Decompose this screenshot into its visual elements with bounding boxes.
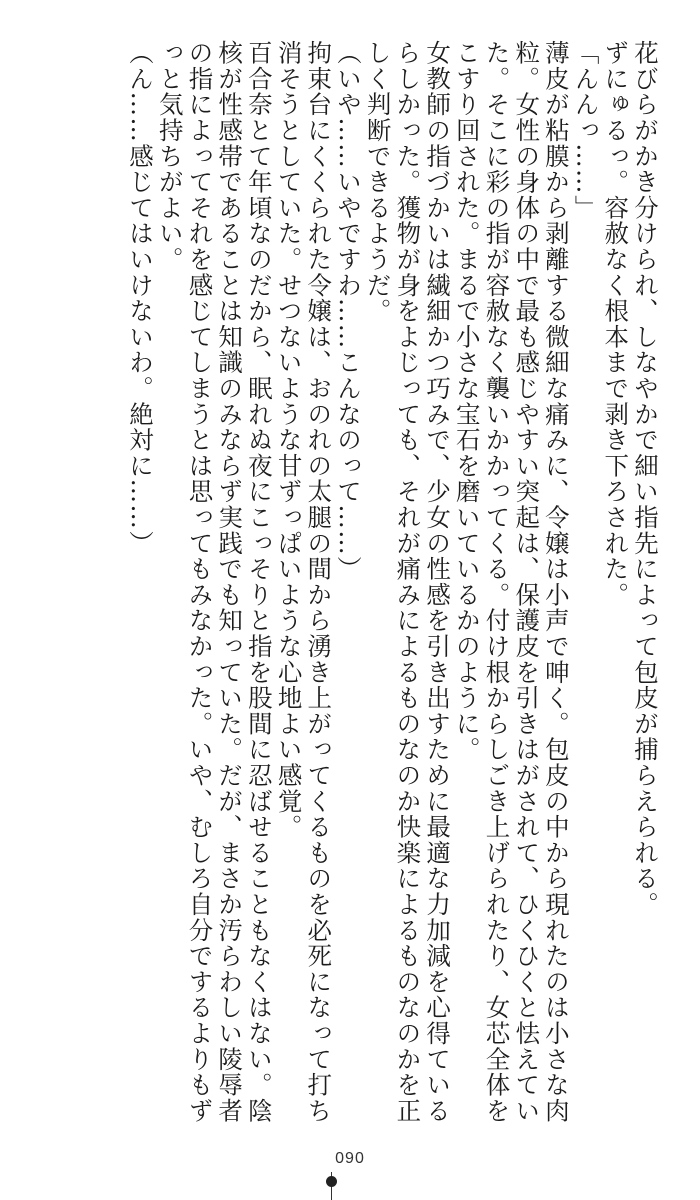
vertical-text-body	[20, 40, 660, 1130]
page-number: 090	[335, 1150, 365, 1167]
inner-monologue: （ん……感じてはいけないわ。絶対に……）	[126, 40, 156, 556]
paragraph: 拘束台にくくられた令嬢は、おのれの太腿の間から湧き上がってくるものを必死になって打ち消そうとしていた。せつないような甘ずっぱいような心地よい感覚。	[274, 40, 334, 1124]
paragraph: ずにゅるっ。容赦なく根本まで剥き下ろされた。	[601, 40, 631, 608]
paragraph: 百合奈とて年頃なのだから、眠れぬ夜にこっそりと指を股間に忍ばせることもなくはない。陰核が性感帯であることは知識のみならず実践でも知っていた。だが、まさか汚らわしい陵辱者の指によってそれを感じてしまうとは思ってもみなかった。いや、むしろ自分でするよりもずっと気持ちがよい。	[155, 40, 274, 1124]
folio-dot-icon	[326, 1176, 337, 1187]
inner-monologue: （いや……いやですわ……こんなのって……）	[333, 40, 363, 582]
paragraph: 花びらがかき分けられ、しなやかで細い指先によって包皮が捕らえられる。	[631, 40, 660, 918]
dialogue-line: 「んんっ……」	[571, 40, 601, 221]
paragraph: 女教師の指づかいは繊細かつ巧みで、少女の性感を引き出すために最適な力加減を心得ているらしかった。獲物が身をよじっても、それが痛みによるものなのか快楽によるものなのかを正しく判断できるようだ。	[363, 40, 453, 1124]
paragraph: 薄皮が粘膜から剥離する微細な痛みに、令嬢は小声で呻く。包皮の中から現れたのは小さな肉粒。女性の身体の中で最も感じやすい突起は、保護皮を引きはがされて、ひくひくと怯えていた。そこに彩の指が容赦なく襲いかかってくる。付け根からしごき上げられたり、女芯全体をこすり回された。まるで小さな宝石を磨いているかのように。	[452, 40, 571, 1124]
